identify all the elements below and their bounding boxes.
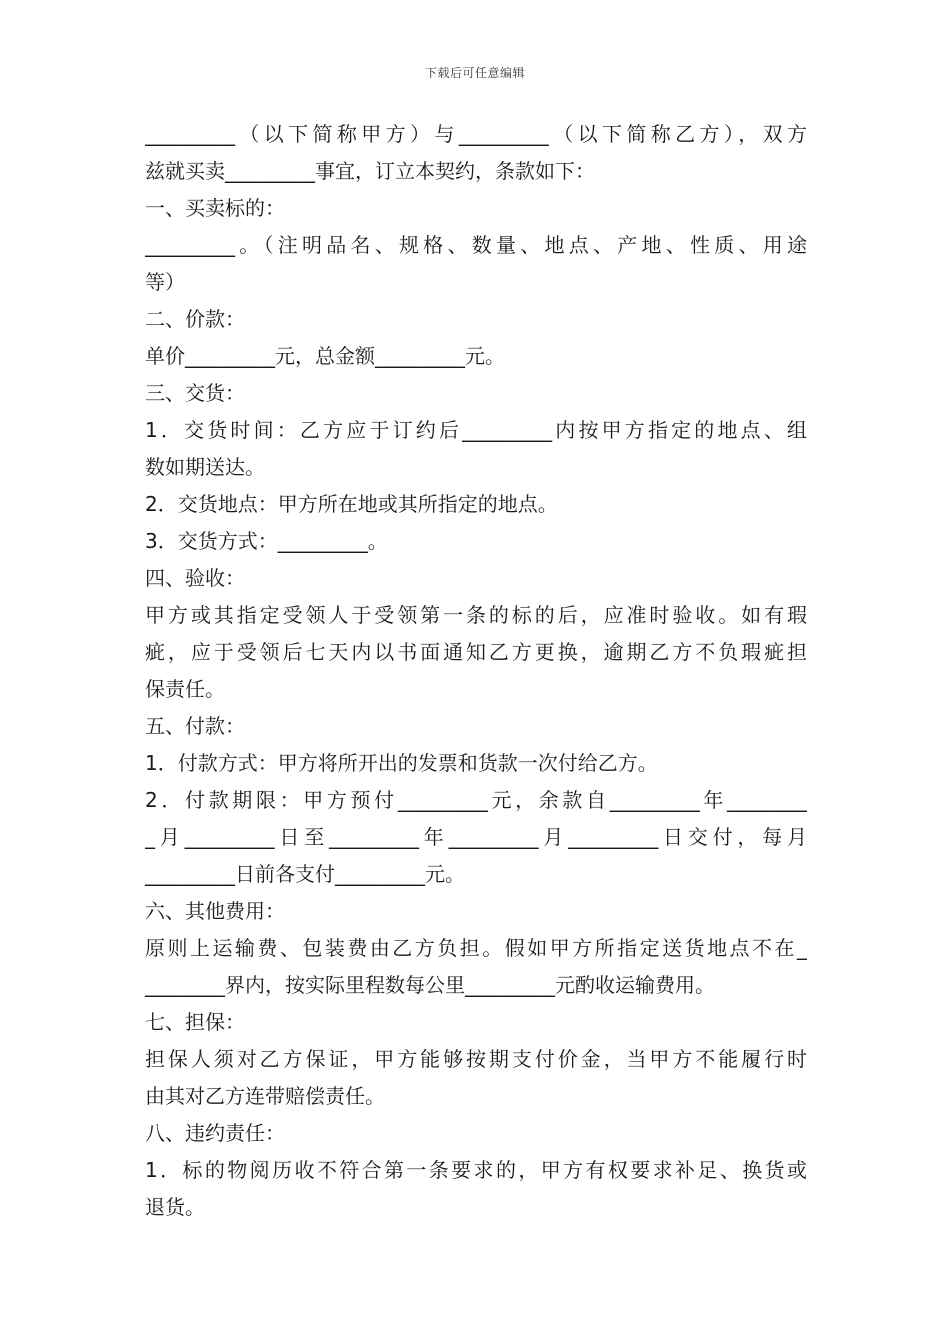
- document-line: 1．交货时间：乙方应于订约后_________内按甲方指定的地点、组: [145, 418, 807, 442]
- document-line: 六、其他费用：: [145, 899, 285, 923]
- document-line: 二、价款：: [145, 307, 245, 331]
- header-note: 下载后可任意编辑: [424, 66, 525, 80]
- document-line: 等）: [145, 270, 185, 294]
- document-line: 兹就买卖_________事宜，订立本契约，条款如下：: [145, 159, 595, 183]
- document-line: 担保人须对乙方保证，甲方能够按期支付价金，当甲方不能履行时: [145, 1047, 807, 1071]
- document-line: 七、担保：: [145, 1010, 245, 1034]
- document-line: ________界内，按实际里程数每公里_________元酌收运输费用。: [145, 973, 715, 997]
- document-line: 甲方或其指定受领人于受领第一条的标的后，应准时验收。如有瑕: [145, 603, 807, 627]
- document-line: 1．付款方式：甲方将所开出的发票和货款一次付给乙方。: [145, 751, 658, 775]
- document-line: 单价_________元，总金额_________元。: [145, 344, 505, 368]
- document-line: 疵，应于受领后七天内以书面通知乙方更换，逾期乙方不负瑕疵担: [145, 640, 807, 664]
- document-line: _________日前各支付_________元。: [145, 862, 465, 886]
- document-line: 三、交货：: [145, 381, 245, 405]
- document-line: 数如期送达。: [145, 455, 265, 479]
- document-line: 由其对乙方连带赔偿责任。: [145, 1084, 385, 1108]
- document-line: _月_________日至_________年_________月_________日交付，每月: [145, 825, 807, 849]
- document-line: 八、违约责任：: [145, 1121, 285, 1145]
- document-line: 五、付款：: [145, 714, 245, 738]
- document-line: 保责任。: [145, 677, 225, 701]
- document-line: 2．付款期限：甲方预付_________元，余款自_________年________: [145, 788, 807, 812]
- document-line: _________。（注明品名、规格、数量、地点、产地、性质、用途: [145, 233, 807, 257]
- document-line: 3．交货方式：_________。: [145, 529, 388, 553]
- document-line: 四、验收：: [145, 566, 245, 590]
- document-line: _________（以下简称甲方）与_________（以下简称乙方），双方: [145, 122, 807, 146]
- document-line: 原则上运输费、包装费由乙方负担。假如甲方所指定送货地点不在_: [145, 936, 807, 960]
- document-body: [145, 116, 807, 1226]
- document-line: 1．标的物阅历收不符合第一条要求的，甲方有权要求补足、换货或: [145, 1158, 807, 1182]
- document-line: 2．交货地点：甲方所在地或其所指定的地点。: [145, 492, 558, 516]
- document-line: 退货。: [145, 1195, 205, 1219]
- document-line: 一、买卖标的：: [145, 196, 285, 220]
